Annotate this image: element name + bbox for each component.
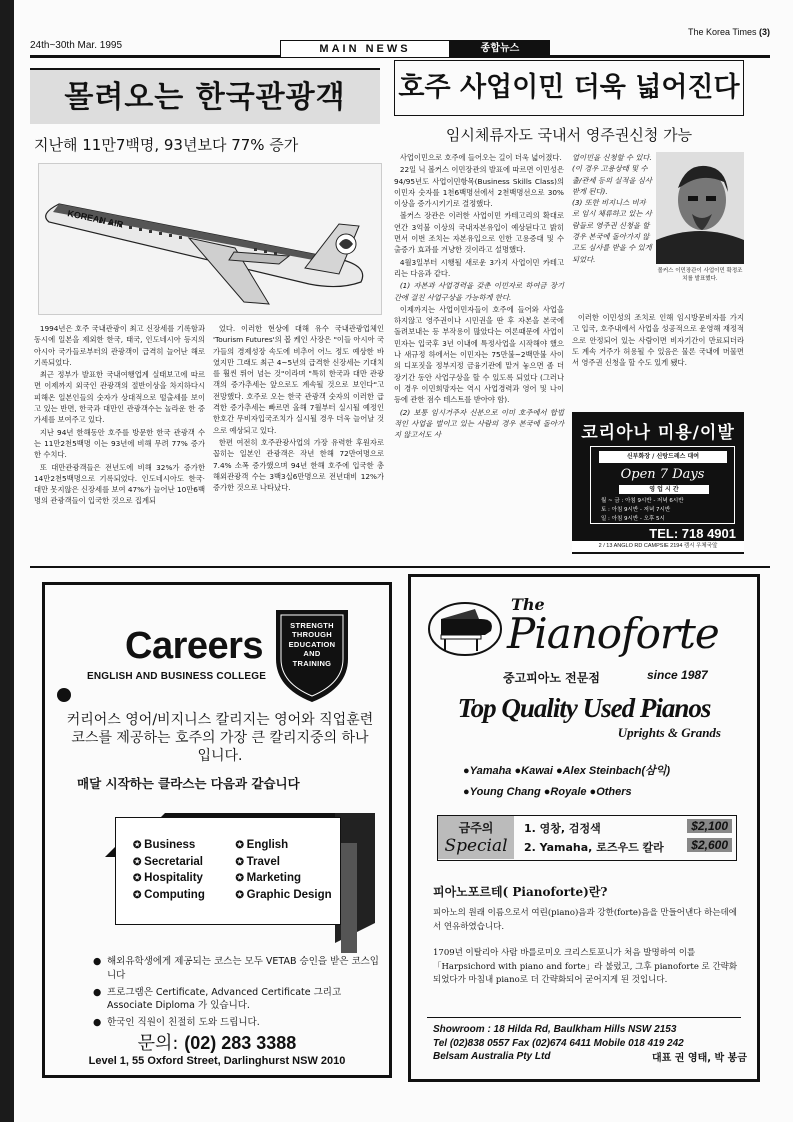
section-title-kr: 종합뉴스 <box>450 40 550 58</box>
shield-line: EDUCATION <box>288 639 336 649</box>
careers-notes <box>97 955 387 1033</box>
paragraph: 한편 여전히 호주관광사업의 가장 유력한 후원자로 꼽히는 일본인 관광객은 작년 한해 72만여명으로 7.4% 소폭 증가했으며 94년 한해 호주에 입국한 총 해외관광객 수는 3백3십6만명으로 전년대비 12%가 증가한 것으로 나타났다. <box>213 437 384 493</box>
section-banner <box>280 40 550 58</box>
shield-line: STRENGTH <box>290 621 334 630</box>
careers-note: ● 프로그램은 Certificate, Advanced Certificate 그리고 Associate Diploma 가 있습니다. <box>97 986 387 1014</box>
course-item: ✪ Secretarial <box>133 855 236 871</box>
pianoforte-desc-2: 1709년 이탈리아 사람 바를로미오 크리스토포니가 처음 발명하여 이를 「Harpsichord with piano and forte」라 불렀고, 그후 pianoforte 로 간략화 되었다가 마침내 piano로 더 간략화되어 굳어지게 된 것입니다. <box>433 948 738 986</box>
paragraph: (2) 보통 임시거주자 신분으로 이미 호주에서 합법적인 사업을 벌이고 있는 사람의 경우 본국에 돌아가지 않고서도 사 <box>394 407 564 440</box>
special-label-en: Special <box>444 836 508 856</box>
salon-hours-title: 영 업 시 간 <box>619 485 709 494</box>
careers-subtitle: ENGLISH AND BUSINESS COLLEGE <box>87 671 267 682</box>
established-year: since 1987 <box>647 668 708 682</box>
careers-phone-number: (02) 283 3388 <box>184 1033 297 1053</box>
page-header <box>30 22 770 60</box>
careers-logo: Careers <box>125 625 264 667</box>
salon-hours <box>601 497 726 523</box>
story2-col2-para1: 업이민을 신청할 수 있다. (이 경우 고용상태 및 수출/관세 등의 실적을 심사받게 된다). <box>572 153 652 196</box>
special-item-label: 1. 영창, 검정색 <box>524 822 601 835</box>
salon-hours-saturday: 토 : 아침 9시반 - 저녁 7시반 <box>601 506 671 513</box>
paragraph: 지난 94년 한해동안 호주를 방문한 한국 관광객 수는 11만2천5백명 이는 93년에 비해 무려 77% 증가한 수치다. <box>34 427 205 460</box>
careers-note: ● 해외유학생에게 제공되는 코스는 모두 VETAB 승인을 받은 코스입니다 <box>97 955 387 983</box>
tagline: Top Quality Used Pianos <box>457 693 711 723</box>
brand-name: Pianoforte <box>507 609 719 658</box>
story1-subhead: 지난해 11만7백명, 93년보다 77% 증가 <box>34 136 299 154</box>
story2-subhead: 임시체류자도 국내서 영주권신청 가능 <box>445 126 693 144</box>
story1-body <box>34 323 384 558</box>
binder-hole <box>57 688 71 702</box>
store-type: 중고피아노 전문점 <box>503 671 600 685</box>
weekly-special <box>437 815 737 861</box>
paragraph: 었다. 이러한 현상에 대해 유수 국내관광업체인 'Tourism Futures'의 봅 케인 사장은 "이들 아시아 국가들의 경제성장 속도에 비추어 어느 정도 예상한 바였지만 그래도 최근 4~5년의 급격한 신장세는 기대치를 훨씬 뛰어 넘는 것"이라며 "특히 한국과 대만 관광객의 증가추세는 앞으로도 계속될 것으로 보인다"고 전망했다. 호주로 오는 한국 관광객 숫자의 이러한 급격한 증가추세는 빠르면 올해 7월부터 실시될 예정인 한호간 무비자입국조치가 실시될 경우 더욱 늘어날 것으로 예상되고 있다. <box>213 324 384 435</box>
paragraph: 1994년은 호주 국내관광이 최고 신장세를 기록함과 동시에 일본을 제외한 한국, 태국, 인도네시아 등지의 아시아 국가들로부터의 관광객이 급격히 늘어난 해로 기록되었다. <box>34 324 205 367</box>
special-item <box>524 838 734 857</box>
salon-address: 2 / 13 ANGLO RD CAMPSIE 2194 캠시 우체국앞 <box>572 541 744 552</box>
airplane-photo <box>38 163 382 315</box>
story2-column-2-top <box>572 152 652 312</box>
piano-types: Uprights & Grands <box>617 725 721 740</box>
shield-line: THROUGH <box>291 630 332 640</box>
footer-rule <box>427 1017 741 1018</box>
paragraph: 최근 정부가 발표한 국내여행업계 실태보고에 따르면 이제까지 외국인 관광객의 절반이상을 차지하다시피해온 일본인들의 숫자가 상대적으로 떨출세를 보이고 있는 반면, 한국과 대만인 관광객수는 놀라운 한 증가세를 보여주고 있다. <box>34 370 205 425</box>
section-title-en: MAIN NEWS <box>280 40 450 58</box>
salon-hours-sunday: 일 : 아침 9시반 - 오후 5시 <box>601 515 665 522</box>
story2-col2-para2: (3) 또한 비지니스 비자로 임시 체류하고 있는 사람들로 영주권 신청을 할 경우 본국에 돌아가지 않고도 심사를 받을 수 있게되었다. <box>572 198 652 264</box>
story2-headline: 호주 사업이민 더욱 넓어진다 <box>398 72 740 103</box>
showroom-address: Showroom : 18 Hilda Rd, Baulkham Hills NSW 2153 <box>433 1024 677 1035</box>
story2-column-2-body <box>572 312 744 412</box>
special-label <box>438 816 514 859</box>
story2-col2-para3: 이러한 이민성의 조치로 인해 임시방문비자를 가지고 입국, 호주내에서 사업을 성공적으로 운영해 재정적으로 안정되어 있는 사람이면 비자기간이 만료되더라도 계속 거주가 허용될 수 있음은 물론 국내에 머물면서 영주권 신청을 할 수도 있게 됐다. <box>572 313 744 368</box>
pianoforte-ad <box>408 574 760 1082</box>
salon-hours-weekday: 월 ~ 금 : 아침 9시반 - 저녁 6시반 <box>601 498 684 504</box>
careers-college-ad <box>42 582 392 1078</box>
brand-line: ●Yamaha ●Kawai ●Alex Steinbach(삼익) <box>463 765 671 777</box>
special-label-kr: 금주의 <box>458 821 494 835</box>
careers-phone-label: 문의: <box>137 1033 179 1054</box>
showroom-info <box>433 1023 753 1064</box>
airplane-illustration <box>39 164 382 315</box>
course-list <box>133 838 338 903</box>
special-item <box>524 819 734 838</box>
careers-address: Level 1, 55 Oxford Street, Darlinghurst NSW 2010 <box>88 1055 346 1067</box>
story2-headline-box <box>394 60 744 116</box>
special-item-price: $2,100 <box>687 819 732 833</box>
paragraph: 이제까지는 사업이민자들이 호주에 들어와 사업을 하지않고 영주권이나 시민권을 딴 후 자본을 본국에 돌려보내는 등 부작용이 많았다는 여론때문에 사업이민자는 입국후 3년 이내에 특정사업을 시작해야 했으나 새규정 하에서는 이민자는 75만불~2백만불 사이의 디포짓을 정부지정 금융기관에 맡겨 놓으면 좀 더 장기간 동안 사업구상을 할 수 있도록 되었다 (그러나 이 경우 이민희망자는 역시 사업경력과 영어 및 나이 등에 관한 점수 테스트를 받아야 함). <box>394 304 564 405</box>
issue-date: 24th~30th Mar. 1995 <box>30 40 123 51</box>
course-item: ✪ Computing <box>133 888 236 904</box>
pianoforte-desc-1: 피아노의 원래 이름으로서 여린(piano)음과 강한(forte)음을 만들어낸다 하는데에서 연유하였습니다. <box>433 908 737 932</box>
paragraph: 볼커스 장관은 이러한 사업이민 카테고리의 확대로 연간 3억불 이상의 국내자본유입이 예상된다고 밝히면서 이번 조치는 자본유입으로 인한 고용증대 및 수출증가 효과를 겨냥한 것이라고 설명했다. <box>394 211 564 255</box>
shield-line: AND <box>303 649 321 659</box>
careers-note: ● 한국인 직원이 친절히 도와 드립니다. <box>97 1016 387 1030</box>
grand-piano-icon <box>425 597 507 661</box>
story1-column-1 <box>34 323 205 558</box>
salon-title: 코리아나 미용/이발 <box>581 423 735 443</box>
special-items <box>524 819 734 858</box>
paragraph: 4월3일부터 시행될 새로운 3가지 사업이민 카테고리는 다음과 같다. <box>394 257 564 278</box>
careers-phone <box>45 1029 389 1055</box>
photo-caption: 볼커스 이민장관이 사업이민 확정조치를 발표했다. <box>657 268 743 282</box>
course-item: ✪ Graphic Design <box>236 888 339 904</box>
careers-monthly-classes: 매달 시작하는 클라스는 다음과 같습니다 <box>77 776 300 791</box>
pianoforte-question: 피아노포르테( Pianoforte)란? <box>433 885 608 899</box>
page-number: (3) <box>759 27 770 37</box>
representatives: 대표 권 영태, 박 봉금 <box>651 1053 747 1064</box>
brand-list <box>463 761 743 803</box>
shield-line: TRAINING <box>292 658 332 668</box>
course-item: ✪ Marketing <box>236 871 339 887</box>
careers-intro: 커리어스 영어/비지니스 칼리지는 영어와 직업훈련코스를 제공하는 호주의 가장 큰 칼리지중의 하나입니다. <box>66 712 374 765</box>
company-name: Belsam Australia Pty Ltd <box>433 1051 551 1062</box>
showroom-contact: Tel (02)838 0557 Fax (02)674 6411 Mobile 018 419 242 <box>433 1037 684 1049</box>
koreana-salon-ad <box>572 412 744 554</box>
paragraph: (1) 자본과 사업경력을 갖춘 이민자로 하여금 장기간에 걸친 사업구상을 가능하게 한다. <box>394 281 564 302</box>
special-item-label: 2. Yamaha, 로즈우드 칼라 <box>524 841 664 855</box>
salon-services: 신부화장 / 신랑드레스 대여 <box>599 451 727 463</box>
salon-info-box <box>590 446 735 524</box>
brand-line: ●Young Chang ●Royale ●Others <box>463 785 632 798</box>
course-item: ✪ English <box>236 838 339 854</box>
section-divider <box>30 566 770 568</box>
paragraph: 사업이민으로 호주에 들어오는 길이 더욱 넓어졌다. <box>399 153 562 162</box>
publication-name <box>688 27 770 37</box>
portrait-illustration <box>656 152 744 264</box>
plane-livery-text: KOREAN AIR <box>66 208 125 230</box>
publication-title: The Korea Times <box>687 27 757 37</box>
paragraph: 22일 닉 볼커스 이민장관의 발표에 따르면 이민성은 94/95년도 사업이민항목(Business Skills Class)의 이민자 숫자를 1천6백명선에서 2천백명선으로 30% 이상을 증가시키기로 결정했다. <box>394 165 565 209</box>
story1-headline-box <box>30 68 380 124</box>
scan-binding-edge <box>0 0 14 1122</box>
course-item: ✪ Hospitality <box>133 871 236 887</box>
story2-column-1 <box>394 152 564 557</box>
minister-photo <box>656 152 744 264</box>
story1-column-2 <box>213 323 384 558</box>
course-item: ✪ Travel <box>236 855 339 871</box>
brand-prefix: The <box>511 595 545 614</box>
story1-headline: 몰려오는 한국관광객 <box>64 80 346 115</box>
course-item: ✪ Business <box>133 838 236 854</box>
special-item-price: $2,600 <box>687 838 732 852</box>
salon-phone: TEL: 718 4901 <box>649 526 736 541</box>
salon-open-days: Open 7 Days <box>620 467 705 482</box>
paragraph: 또 대만관광객들은 전년도에 비해 32%가 증가한 14만2천5백명으로 기록되었다. 인도네시아도 한국·대만 못지않은 신장세를 보여 47%가 늘어난 10만6백명의 관광객들이 입국한 것으로 집계되 <box>34 462 205 506</box>
shield-motto <box>273 621 351 668</box>
